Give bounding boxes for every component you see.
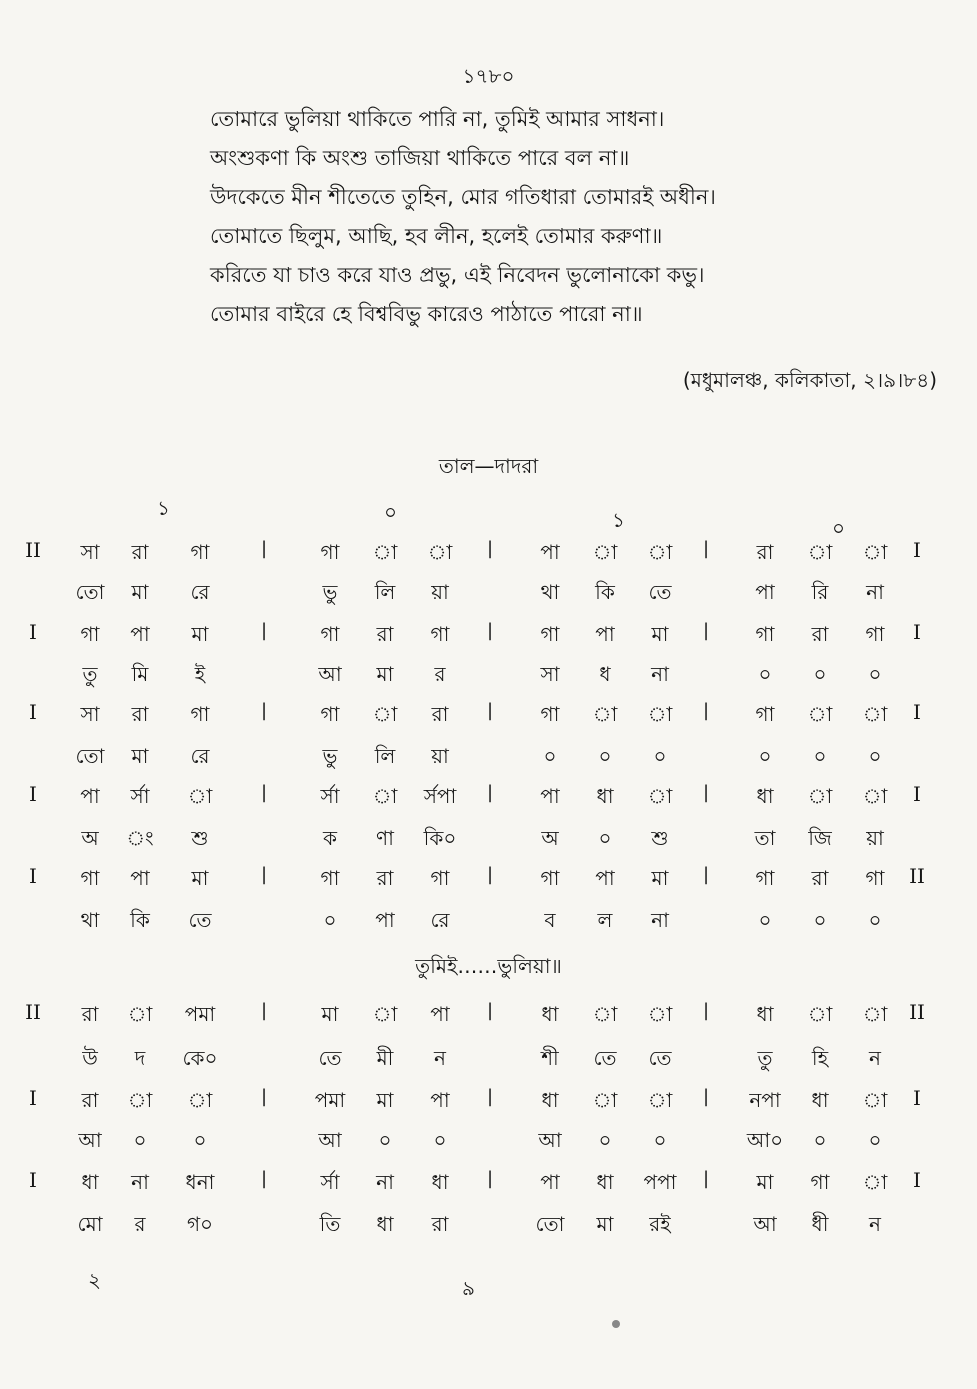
lyric-cell: আ	[78, 1128, 102, 1152]
refrain-line: তুমিই……ভুলিয়া॥	[415, 954, 562, 978]
bar-line: |	[486, 864, 494, 885]
swara-cell: রা	[811, 622, 829, 646]
lyric-cell: য়া	[431, 580, 449, 604]
poem-line: করিতে যা চাও করে যাও প্রভু, এই নিবেদন ভুলোনাকো কভু।	[210, 263, 705, 287]
notation-row-lyric	[0, 1210, 977, 1250]
notation-row-swara	[0, 538, 977, 578]
lyric-cell: ধ	[599, 662, 611, 686]
swara-cell: া	[187, 1088, 213, 1112]
lyric-cell: ০	[598, 826, 612, 850]
poem-line: তোমারে ভুলিয়া থাকিতে পারি না, তুমিই আমার সাধনা।	[210, 107, 665, 131]
swara-cell: গা	[190, 540, 210, 564]
lyric-cell: র	[134, 1212, 146, 1236]
bar-line: |	[486, 1086, 494, 1107]
lyric-cell: তু	[757, 1046, 773, 1070]
swara-cell: পা	[80, 784, 100, 808]
row-start-mark: I	[29, 864, 37, 888]
lyric-cell: আ	[318, 662, 342, 686]
swara-cell: া	[592, 540, 618, 564]
row-start-mark: I	[29, 1086, 37, 1110]
lyric-cell: ০	[868, 1128, 882, 1152]
swara-cell: গা	[320, 702, 340, 726]
lyric-cell: ০	[378, 1128, 392, 1152]
lyric-cell: ভু	[322, 580, 338, 604]
swara-cell: গা	[320, 540, 340, 564]
swara-cell: া	[372, 540, 398, 564]
swara-cell: া	[807, 784, 833, 808]
lyric-cell: ০	[433, 1128, 447, 1152]
lyric-cell: ধা	[376, 1212, 394, 1236]
bar-line: |	[702, 782, 710, 803]
lyric-cell: উ	[82, 1046, 98, 1070]
swara-cell: গা	[540, 622, 560, 646]
row-start-mark: I	[29, 1168, 37, 1192]
lyric-cell: ০	[868, 908, 882, 932]
bar-line: |	[260, 620, 268, 641]
swara-cell: া	[862, 784, 888, 808]
beat-mark: ০	[832, 516, 846, 540]
swara-cell: গা	[430, 622, 450, 646]
swara-cell: না	[131, 1170, 149, 1194]
notation-row-swara	[0, 700, 977, 740]
lyric-cell: ০	[758, 662, 772, 686]
notation-row-lyric	[0, 660, 977, 700]
swara-cell: মা	[191, 866, 209, 890]
swara-cell: র্সা	[320, 784, 340, 808]
lyric-cell: তো	[535, 1212, 565, 1236]
poem-line: অংশুকণা কি অংশু তাজিয়া থাকিতে পারে বল না॥	[210, 146, 630, 170]
notation-row-swara	[0, 1168, 977, 1208]
lyric-cell: ০	[598, 744, 612, 768]
poem-stanza	[210, 100, 930, 334]
lyric-cell: মা	[596, 1212, 614, 1236]
lyric-cell: ০	[868, 662, 882, 686]
lyric-cell: রা	[431, 1212, 449, 1236]
lyric-cell: তে	[648, 580, 672, 604]
swara-cell: রা	[131, 540, 149, 564]
lyric-cell: ব	[544, 908, 556, 932]
lyric-cell: থা	[80, 908, 100, 932]
lyric-cell: রি	[811, 580, 829, 604]
lyric-cell: ০	[813, 1128, 827, 1152]
bar-line: |	[702, 864, 710, 885]
swara-cell: া	[427, 540, 453, 564]
bar-line: |	[486, 1000, 494, 1021]
bar-line: |	[260, 700, 268, 721]
lyric-cell: অ	[541, 826, 559, 850]
poem-line: তোমাতে ছিলুম, আছি, হব লীন, হলেই তোমার করুণা॥	[210, 224, 663, 248]
bar-line: |	[486, 782, 494, 803]
lyric-cell: তে	[318, 1046, 342, 1070]
lyric-cell: ০	[653, 1128, 667, 1152]
swara-cell: পা	[595, 866, 615, 890]
bar-line: |	[260, 1086, 268, 1107]
lyric-cell: কে০	[182, 1046, 218, 1070]
notation-row-lyric	[0, 1044, 977, 1084]
lyric-cell: রে	[190, 580, 210, 604]
lyric-cell: মা	[131, 744, 149, 768]
bar-line: |	[260, 782, 268, 803]
swara-cell: ধা	[81, 1170, 99, 1194]
swara-cell: গা	[430, 866, 450, 890]
swara-cell: ধনা	[185, 1170, 215, 1194]
lyric-cell: রই	[649, 1212, 671, 1236]
row-end-mark: I	[913, 1168, 921, 1192]
bar-line: |	[702, 538, 710, 559]
swara-cell: পা	[130, 622, 150, 646]
swara-cell: া	[592, 1002, 618, 1026]
swara-cell: া	[372, 702, 398, 726]
lyric-cell: ল	[597, 908, 613, 932]
swara-cell: মা	[651, 866, 669, 890]
beat-mark: ১	[612, 508, 625, 532]
lyric-cell: তে	[593, 1046, 617, 1070]
swara-cell: পমা	[314, 1088, 346, 1112]
swara-cell: ধা	[541, 1088, 559, 1112]
row-end-mark: I	[913, 1086, 921, 1110]
swara-cell: া	[592, 702, 618, 726]
swara-cell: া	[647, 702, 673, 726]
lyric-cell: র	[434, 662, 446, 686]
lyric-cell: মা	[376, 662, 394, 686]
lyric-cell: ক	[323, 826, 337, 850]
swara-cell: ধা	[811, 1088, 829, 1112]
swara-cell: গা	[755, 702, 775, 726]
lyric-cell: ০	[813, 662, 827, 686]
swara-cell: া	[862, 1088, 888, 1112]
bar-line: |	[486, 620, 494, 641]
swara-cell: গা	[755, 866, 775, 890]
lyric-cell: হি	[811, 1046, 829, 1070]
row-end-mark: II	[909, 1000, 925, 1024]
lyric-cell: ০	[758, 744, 772, 768]
lyric-cell: য়া	[431, 744, 449, 768]
lyric-cell: তো	[75, 744, 105, 768]
lyric-cell: ন	[869, 1046, 881, 1070]
swara-cell: া	[647, 1002, 673, 1026]
swara-cell: রা	[376, 866, 394, 890]
swara-cell: ধা	[431, 1170, 449, 1194]
swara-cell: া	[187, 784, 213, 808]
swara-cell: ধা	[596, 784, 614, 808]
notation-row-swara	[0, 864, 977, 904]
swara-cell: া	[647, 1088, 673, 1112]
lyric-cell: য়া	[866, 826, 884, 850]
swara-cell: া	[127, 1088, 153, 1112]
swara-cell: া	[862, 1002, 888, 1026]
row-end-mark: I	[913, 620, 921, 644]
bar-line: |	[260, 1168, 268, 1189]
notation-row-lyric	[0, 578, 977, 618]
lyric-cell: ন	[434, 1046, 446, 1070]
bar-line: |	[702, 700, 710, 721]
swara-cell: পা	[540, 1170, 560, 1194]
swara-cell: া	[647, 540, 673, 564]
lyric-cell: ০	[813, 908, 827, 932]
swara-cell: পা	[540, 540, 560, 564]
lyric-cell: ০	[543, 744, 557, 768]
swara-cell: া	[647, 784, 673, 808]
lyric-cell: মা	[131, 580, 149, 604]
lyric-cell: দ	[134, 1046, 146, 1070]
bar-line: |	[260, 538, 268, 559]
swara-cell: া	[862, 1170, 888, 1194]
lyric-cell: না	[651, 662, 669, 686]
lyric-cell: তু	[82, 662, 98, 686]
lyric-cell: আ	[538, 1128, 562, 1152]
lyric-cell: ং	[126, 826, 154, 850]
swara-cell: পা	[540, 784, 560, 808]
lyric-cell: লি	[374, 580, 396, 604]
lyric-cell: আ০	[746, 1128, 784, 1152]
lyric-cell: ০	[758, 908, 772, 932]
row-start-mark: I	[29, 700, 37, 724]
row-end-mark: I	[913, 700, 921, 724]
swara-cell: া	[807, 702, 833, 726]
lyric-cell: ণা	[376, 826, 394, 850]
notation-row-swara	[0, 782, 977, 822]
notation-row-swara	[0, 1000, 977, 1040]
swara-cell: নপা	[749, 1088, 781, 1112]
swara-cell: গা	[80, 622, 100, 646]
row-end-mark: I	[913, 782, 921, 806]
lyric-cell: ০	[598, 1128, 612, 1152]
swara-cell: পমা	[184, 1002, 216, 1026]
bar-line: |	[486, 538, 494, 559]
bar-line: |	[702, 1000, 710, 1021]
row-start-mark: I	[29, 782, 37, 806]
swara-cell: রা	[756, 540, 774, 564]
swara-cell: গা	[540, 702, 560, 726]
swara-cell: া	[807, 540, 833, 564]
notation-row-swara	[0, 1086, 977, 1126]
swara-cell: া	[592, 1088, 618, 1112]
bar-line: |	[486, 1168, 494, 1189]
lyric-cell: ভু	[322, 744, 338, 768]
page-number: ১৭৮০	[462, 64, 515, 88]
swara-cell: না	[376, 1170, 394, 1194]
notation-row-swara	[0, 620, 977, 660]
bar-line: |	[260, 1000, 268, 1021]
bar-line: |	[702, 620, 710, 641]
swara-cell: ধা	[596, 1170, 614, 1194]
lyric-cell: গ০	[186, 1212, 214, 1236]
swara-cell: মা	[191, 622, 209, 646]
swara-cell: পপা	[643, 1170, 677, 1194]
lyric-cell: কি	[595, 580, 615, 604]
row-start-mark: II	[25, 1000, 41, 1024]
swara-cell: গা	[755, 622, 775, 646]
lyric-cell: মি	[131, 662, 149, 686]
lyric-cell: ০	[813, 744, 827, 768]
ink-speck	[612, 1320, 620, 1328]
lyric-cell: ০	[653, 744, 667, 768]
swara-cell: গা	[540, 866, 560, 890]
lyric-cell: সা	[540, 662, 560, 686]
lyric-cell: ধী	[811, 1212, 829, 1236]
lyric-cell: ০	[133, 1128, 147, 1152]
swara-cell: মা	[376, 1088, 394, 1112]
row-start-mark: I	[29, 620, 37, 644]
swara-cell: রা	[811, 866, 829, 890]
lyric-cell: মো	[77, 1212, 103, 1236]
bar-line: |	[260, 864, 268, 885]
lyric-cell: ০	[323, 908, 337, 932]
swara-cell: সা	[80, 702, 100, 726]
row-end-mark: II	[909, 864, 925, 888]
lyric-cell: অ	[81, 826, 99, 850]
swara-cell: া	[127, 1002, 153, 1026]
row-start-mark: II	[25, 538, 41, 562]
swara-cell: া	[372, 784, 398, 808]
swara-cell: মা	[321, 1002, 339, 1026]
lyric-cell: আ	[318, 1128, 342, 1152]
swara-cell: পা	[595, 622, 615, 646]
swara-cell: র্সা	[130, 784, 150, 808]
source-citation: (মধুমালঞ্চ, কলিকাতা, ২।৯।৮৪)	[682, 368, 937, 392]
lyric-cell: তা	[754, 826, 776, 850]
lyric-cell: ০	[193, 1128, 207, 1152]
lyric-cell: মী	[376, 1046, 394, 1070]
swara-cell: র্সপা	[423, 784, 457, 808]
poem-line: তোমার বাইরে হে বিশ্ববিভু কারেও পাঠাতে পারো না॥	[210, 302, 643, 326]
swara-cell: া	[862, 540, 888, 564]
lyric-cell: না	[651, 908, 669, 932]
row-end-mark: I	[913, 538, 921, 562]
notation-row-lyric	[0, 824, 977, 864]
swara-cell: রা	[131, 702, 149, 726]
notation-row-lyric	[0, 906, 977, 946]
poem-line: উদকেতে মীন শীতেতে তুহিন, মোর গতিধারা তোমারই অধীন।	[210, 185, 716, 209]
swara-cell: গা	[190, 702, 210, 726]
swara-cell: গা	[320, 866, 340, 890]
lyric-cell: না	[866, 580, 884, 604]
lyric-cell: শী	[541, 1046, 559, 1070]
lyric-cell: থা	[540, 580, 560, 604]
swara-cell: সা	[80, 540, 100, 564]
lyric-cell: তে	[648, 1046, 672, 1070]
lyric-cell: লি	[374, 744, 396, 768]
swara-cell: পা	[130, 866, 150, 890]
swara-cell: া	[862, 702, 888, 726]
lyric-cell: রে	[430, 908, 450, 932]
swara-cell: রা	[431, 702, 449, 726]
swara-cell: া	[372, 1002, 398, 1026]
swara-cell: গা	[810, 1170, 830, 1194]
lyric-cell: তি	[319, 1212, 341, 1236]
swara-cell: া	[807, 1002, 833, 1026]
signature-mark: ৯	[462, 1276, 475, 1300]
bar-line: |	[486, 700, 494, 721]
swara-cell: গা	[865, 866, 885, 890]
bar-line: |	[702, 1086, 710, 1107]
lyric-cell: পা	[755, 580, 775, 604]
swara-cell: মা	[756, 1170, 774, 1194]
swara-cell: গা	[80, 866, 100, 890]
lyric-cell: কি	[130, 908, 150, 932]
swara-cell: গা	[320, 622, 340, 646]
lyric-cell: তো	[75, 580, 105, 604]
swara-cell: ধা	[541, 1002, 559, 1026]
swara-cell: পা	[430, 1088, 450, 1112]
tala-heading: তাল—দাদরা	[438, 454, 539, 478]
notation-row-lyric	[0, 742, 977, 782]
lyric-cell: রে	[190, 744, 210, 768]
lyric-cell: পা	[375, 908, 395, 932]
lyric-cell: আ	[753, 1212, 777, 1236]
swara-cell: পা	[430, 1002, 450, 1026]
swara-cell: গা	[865, 622, 885, 646]
lyric-cell: শু	[651, 826, 669, 850]
lyric-cell: শু	[191, 826, 209, 850]
swara-cell: মা	[651, 622, 669, 646]
lyric-cell: কি০	[423, 826, 457, 850]
swara-cell: র্সা	[320, 1170, 340, 1194]
beat-mark: ১	[157, 496, 170, 520]
signature-mark: ২	[88, 1268, 102, 1292]
lyric-cell: ই	[194, 662, 206, 686]
lyric-cell: তে	[188, 908, 212, 932]
swara-cell: রা	[81, 1002, 99, 1026]
swara-cell: রা	[376, 622, 394, 646]
beat-mark: ০	[384, 500, 398, 524]
notation-row-lyric	[0, 1126, 977, 1166]
lyric-cell: জি	[808, 826, 832, 850]
lyric-cell: ন	[869, 1212, 881, 1236]
swara-cell: ধা	[756, 784, 774, 808]
bar-line: |	[702, 1168, 710, 1189]
swara-cell: ধা	[756, 1002, 774, 1026]
lyric-cell: ০	[868, 744, 882, 768]
swara-cell: রা	[81, 1088, 99, 1112]
